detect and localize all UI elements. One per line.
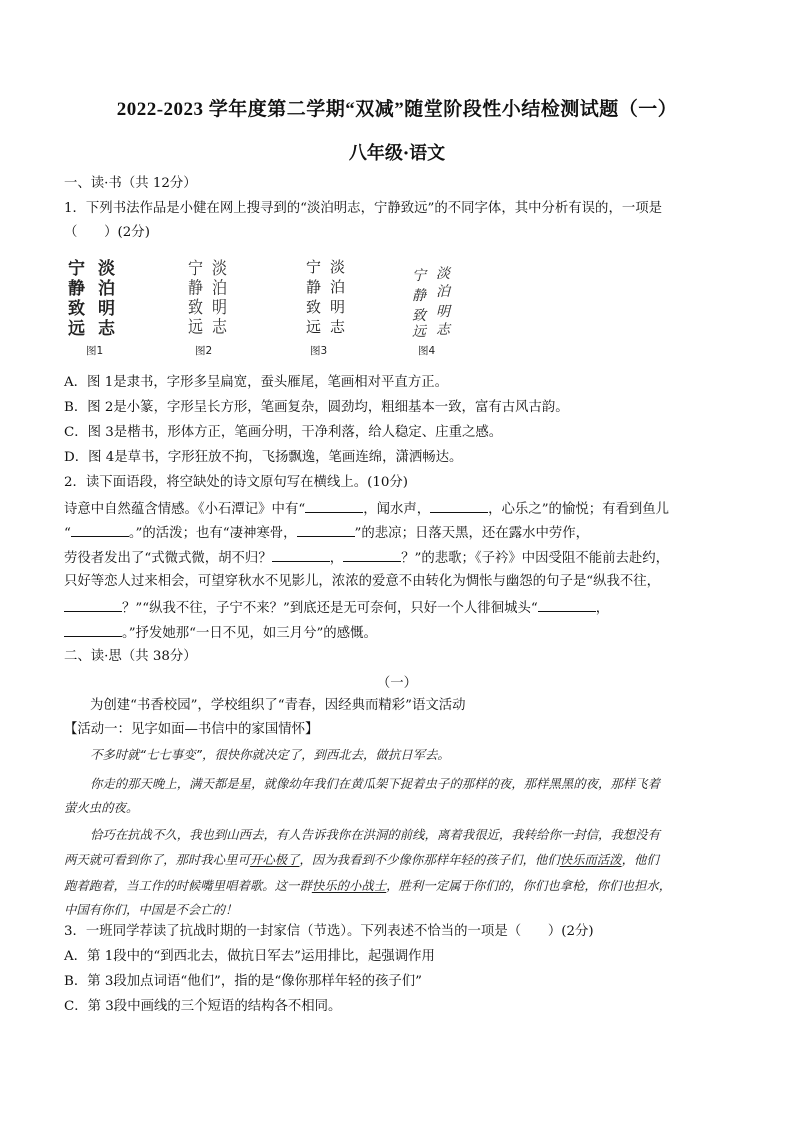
calligraphy-glyph: 志 [436,322,450,338]
calligraphy-glyph: 泊 [436,284,450,300]
calligraphy-glyph: 明 [98,299,115,319]
calligraphy-glyph: 远 [412,324,426,338]
calligraphy-glyph: 远 [306,318,322,336]
answer-blank[interactable] [297,522,355,537]
q2-line-3 [64,522,744,544]
q3-option-a: A．第 1段中的“到西北去，做抗日军去”运用排比，起强调作用 [64,949,435,964]
calligraphy-glyph: 致 [188,297,203,318]
calligraphy-glyph: 致 [306,298,322,316]
calligraphy-glyph: 静 [68,279,85,299]
exam-title: 2022-2023 学年度第二学期“双减”随堂阶段性小结检测试题（一） [116,99,678,120]
answer-blank[interactable] [538,597,596,612]
q2-stem: 2．读下面语段，将空缺处的诗文原句写在横线上。(10分) [64,475,408,490]
q2-line-5: 只好等恋人过来相会，可望穿秋水不见影儿，浓浓的爱意不由转化为惆怅与幽怨的句子是“纵我不往， [64,574,661,589]
answer-blank[interactable] [343,547,401,562]
calligraphy-glyph: 泊 [98,279,115,299]
calligraphy-glyph: 淡 [330,258,346,276]
calligraphy-glyph: 志 [330,318,346,336]
exam-subtitle: 八年级·语文 [348,143,446,164]
letter-paragraph-3-line4: 中国有你们，中国是不会亡的！ [64,902,238,917]
q2-text: 。”抒发她那“一日不见，如三月兮”的感慨。 [122,626,377,641]
calligraphy-glyph: 致 [412,308,426,324]
calligraphy-glyph: 宁 [412,268,426,284]
calligraphy-glyph: 静 [188,277,203,298]
activity-intro: 为创建“书香校园”，学校组织了“青春，因经典而精彩”语文活动 [90,698,466,713]
q1-option-a: A．图 1是隶书，字形多呈扁宽，蚕头雁尾，笔画相对平直方正。 [64,375,448,390]
letter-paragraph-2-cont: 萤火虫的夜。 [64,800,139,815]
calligraphy-glyph: 泊 [330,278,346,296]
calligraphy-glyph: 宁 [306,258,322,276]
calligraphy-glyph: 志 [212,316,227,338]
underlined-phrase-3: 快乐的小战士 [311,878,387,893]
calligraphy-glyph: 志 [98,319,115,338]
calligraphy-glyph: 远 [68,319,85,338]
letter-text: ，胜利一定属于你们的，你们也拿枪，你们也担水， [386,878,672,893]
q2-text: ？”的悲歌；《子衿》中因受阻不能前去赴约， [401,551,670,566]
calligraphy-glyph: 明 [436,304,450,320]
calligraphy-figure-4 [406,258,466,358]
calligraphy-glyph: 淡 [98,259,115,279]
calligraphy-glyph: 明 [330,298,346,316]
calligraphy-glyph: 淡 [436,266,450,282]
q2-text: “ [64,526,71,541]
letter-paragraph-1: 不多时就“七七事变”，很快你就决定了，到西北去，做抗日军去。 [90,747,450,762]
section1-heading: 一、读·书（共 12分） [64,176,197,191]
q2-text: 。”的活泼；也有“凄神寒骨， [128,526,297,541]
q3-option-b: B．第 3段加点词语“他们”，指的是“像你那样年轻的孩子们” [64,974,422,989]
q1-stem: 1．下列书法作品是小健在网上搜寻到的“淡泊明志，宁静致远”的不同字体，其中分析有误的，一项是 [64,201,663,216]
calligraphy-glyph: 淡 [212,258,227,279]
calligraphy-glyph: 静 [412,288,426,304]
q2-text: ， [595,601,610,616]
calligraphy-glyph: 宁 [68,259,85,279]
q2-line-6 [64,597,744,619]
letter-paragraph-3-line3 [64,876,714,896]
q2-text: ”的悲凉；日落天黑，还在露水中劳作， [354,526,590,541]
q1-stem-score: （ ）(2分) [64,225,150,240]
figure-2-caption: 图2 [195,345,213,357]
letter-paragraph-2: 你走的那天晚上，满天都是星，就像幼年我们在黄瓜架下捉着虫子的那样的夜，那样黑黑的夜，那样飞着 [90,776,660,791]
q2-text: 劳役者发出了“式微式微，胡不归？ [64,551,272,566]
q2-line-2 [64,498,744,520]
q2-text: 诗意中自然蕴含情感。《小石潭记》中有“ [64,502,306,517]
letter-paragraph-3-line2 [64,850,714,870]
figure-4-caption: 图4 [418,345,436,357]
answer-blank[interactable] [272,547,330,562]
figure-1-caption: 图1 [86,345,104,357]
part-label: （一） [376,676,418,691]
letter-text: ，他们 [621,852,659,867]
answer-blank[interactable] [71,522,129,537]
letter-text: ，因为我看到不少像你那样年轻的孩子们，他们 [299,852,560,867]
calligraphy-glyph: 宁 [188,258,203,279]
letter-text: 跑着跑着，当工作的时候嘴里唱着歌。这一群 [64,878,312,893]
q2-text: ，心乐之”的愉悦；有看到鱼儿 [488,502,670,517]
underlined-phrase-2: 快乐而活泼 [559,852,622,867]
q2-text: ，闻水声， [363,502,431,517]
answer-blank[interactable] [305,498,363,513]
q2-text: ， [329,551,344,566]
underlined-phrase-1: 开心极了 [249,852,300,867]
section2-heading: 二、读·思（共 38分） [64,649,197,664]
letter-text: 两天就可看到你了，那时我心里可 [64,852,250,867]
q1-option-d: D．图 4是草书，字形狂放不拘，飞扬飘逸，笔画连绵，潇洒畅达。 [64,450,463,465]
q3-stem: 3．一班同学荐读了抗战时期的一封家信（节选）。下列表述不恰当的一项是（ ）(2分) [64,924,594,939]
calligraphy-figure-3 [298,258,358,358]
q2-line-7 [64,622,744,644]
q1-option-c: C．图 3是楷书，形体方正，笔画分明，干净利落，给人稳定、庄重之感。 [64,425,503,440]
figure-3-caption: 图3 [310,345,328,357]
calligraphy-glyph: 明 [212,297,227,318]
q1-option-b: B．图 2是小篆，字形呈长方形，笔画复杂，圆劲均，粗细基本一致，富有古风古韵。 [64,400,569,415]
calligraphy-glyph: 静 [306,278,322,296]
answer-blank[interactable] [64,622,122,637]
calligraphy-glyph: 致 [68,299,85,319]
calligraphy-glyph: 泊 [212,277,227,298]
letter-paragraph-3: 恰巧在抗战不久，我也到山西去，有人告诉我你在洪洞的前线，离着我很近，我转给你一封信，我想没有 [90,827,660,842]
activity-1-heading: 【活动一：见字如面—书信中的家国情怀】 [64,722,319,737]
q2-line-4 [64,547,744,569]
answer-blank[interactable] [64,597,122,612]
q2-text: ？”“纵我不往，子宁不来？”到底还是无可奈何，只好一个人徘徊城头“ [122,601,538,616]
answer-blank[interactable] [430,498,488,513]
calligraphy-glyph: 远 [188,316,203,338]
q3-option-c: C．第 3段中画线的三个短语的结构各不相同。 [64,999,342,1014]
